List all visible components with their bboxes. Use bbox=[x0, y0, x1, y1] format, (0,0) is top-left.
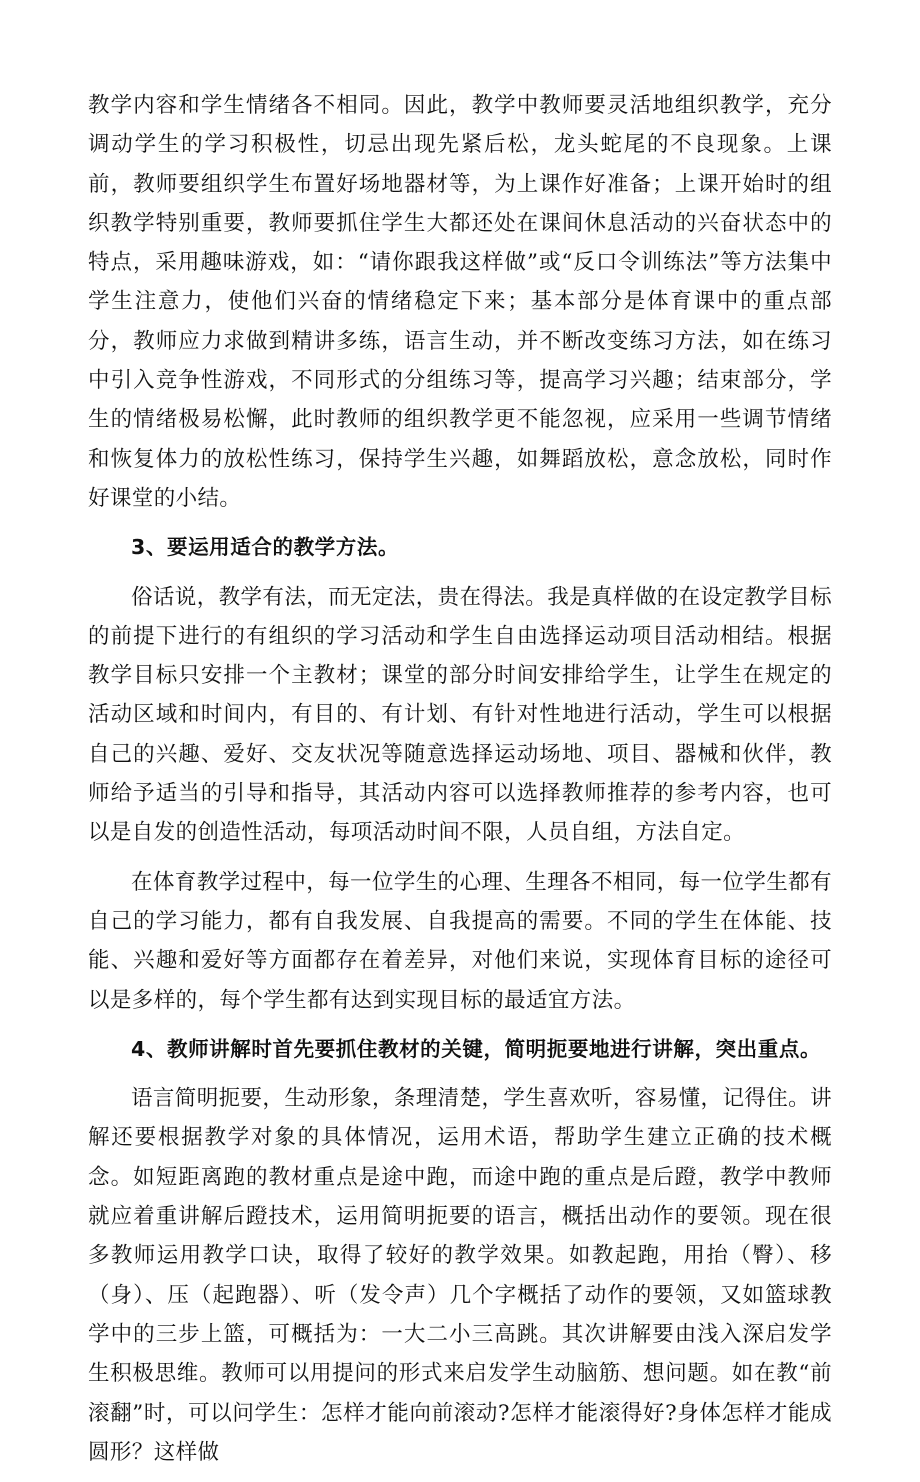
paragraph-explanation: 语言简明扼要，生动形象，条理清楚，学生喜欢听，容易懂，记得住。讲解还要根据教学对象的具体情况，运用术语，帮助学生建立正确的技术概念。如短距离跑的教材重点是途中跑，而途中跑的重点是后蹬，教学中教师就应着重讲解后蹬技术，运用简明扼要的语言，概括出动作的要领。现在很多教师运用教学口诀，取得了较好的教学效果。如教起跑，用抬（臀）、移（身）、压（起跑器）、听（发令声）几个字概括了动作的要领，又如篮球教学中的三步上篮，可概括为：一大二小三高跳。其次讲解要由浅入深启发学生积极思维。教师可以用提问的形式来启发学生动脑筋、想问题。如在教“前滚翻”时，可以问学生：怎样才能向前滚动?怎样才能滚得好?身体怎样才能成圆形？这样做 bbox=[88, 1086, 832, 1465]
paragraph-organization: 教学内容和学生情绪各不相同。因此，教学中教师要灵活地组织教学，充分调动学生的学习积极性，切忌出现先紧后松，龙头蛇尾的不良现象。上课前，教师要组织学生布置好场地器材等，为上课作好准备；上课开始时的组织教学特别重要，教师要抓住学生大都还处在课间休息活动的兴奋状态中的特点，采用趣味游戏，如：“请你跟我这样做”或“反口令训练法”等方法集中学生注意力，使他们兴奋的情绪稳定下来；基本部分是体育课中的重点部分，教师应力求做到精讲多练，语言生动，并不断改变练习方法，如在练习中引入竞争性游戏，不同形式的分组练习等，提高学习兴趣；结束部分，学生的情绪极易松懈，此时教师的组织教学更不能忽视，应采用一些调节情绪和恢复体力的放松性练习，保持学生兴趣，如舞蹈放松，意念放松，同时作好课堂的小结。 bbox=[88, 93, 832, 511]
paragraph-student-differences: 在体育教学过程中，每一位学生的心理、生理各不相同，每一位学生都有自己的学习能力，都有自我发展、自我提高的需要。不同的学生在体能、技能、兴趣和爱好等方面都存在着差异，对他们来说，实现体育目标的途径可以是多样的，每个学生都有达到实现目标的最适宜方法。 bbox=[88, 869, 832, 1013]
section-heading-3: 3、要运用适合的教学方法。 bbox=[131, 535, 400, 560]
paragraph-teaching-methods: 俗话说，教学有法，而无定法，贵在得法。我是真样做的在设定教学目标的前提下进行的有组织的学习活动和学生自由选择运动项目活动相结。根据教学目标只安排一个主教材；课堂的部分时间安排给学生，让学生在规定的活动区域和时间内，有目的、有计划、有针对性地进行活动，学生可以根据自己的兴趣、爱好、交友状况等随意选择运动场地、项目、器械和伙伴，教师给予适当的引导和指导，其活动内容可以选择教师推荐的参考内容，也可以是自发的创造性活动，每项活动时间不限，人员自组，方法自定。 bbox=[88, 584, 832, 846]
section-heading-4: 4、教师讲解时首先要抓住教材的关键，简明扼要地进行讲解，突出重点。 bbox=[131, 1036, 822, 1061]
document-body bbox=[88, 86, 832, 1482]
